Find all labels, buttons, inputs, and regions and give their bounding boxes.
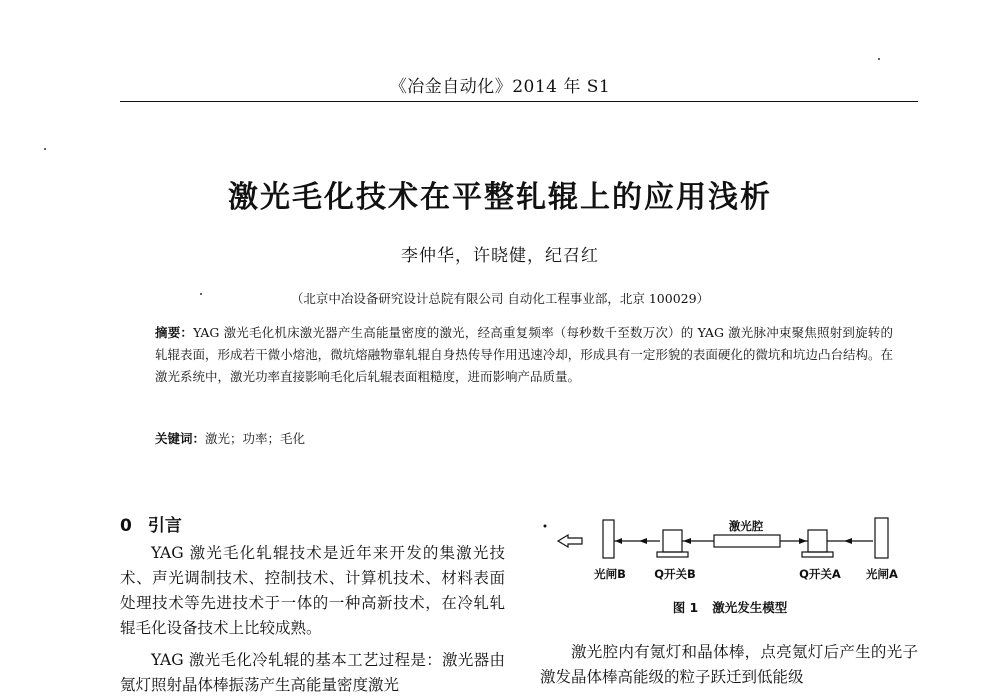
intro-paragraph-1: YAG 激光毛化轧辊技术是近年来开发的集激光技术、声光调制技术、控制技术、计算机技术、材料表面处理技术等先进技术于一体的一种高新技术，在冷轧轧辊毛化设备技术上比较成熟。 bbox=[120, 544, 505, 637]
laser-cavity-box bbox=[714, 535, 780, 547]
keywords-text: 激光；功率；毛化 bbox=[205, 431, 306, 446]
keywords-label: 关键词： bbox=[155, 431, 206, 446]
stray-dot bbox=[544, 525, 547, 528]
figure-caption bbox=[540, 598, 920, 616]
section-number: 0 bbox=[120, 516, 132, 536]
abstract bbox=[155, 322, 893, 388]
abstract-text: YAG 激光毛化机床激光器产生高能量密度的激光，经高重复频率（每秒数千至数万次）的 YAG 激光脉冲束聚焦照射到旋转的轧辊表面，形成若干微小熔池，微坑熔融物靠轧辊自身热传导作用迅速冷却，形成具有一定形貌的表面硬化的微坑和坑边凸台结构。在激光系统中，激光功率直接影响毛化后轧辊表面粗糙度，进而影响产品质量。 bbox=[155, 325, 893, 384]
arrowhead-icon bbox=[615, 538, 622, 544]
shutter-a-label: 光闸A bbox=[866, 567, 898, 581]
section-heading bbox=[120, 511, 182, 536]
shutter-b-box bbox=[603, 520, 614, 558]
q-switch-a-box bbox=[808, 530, 827, 552]
figure-caption-text: 激光发生模型 bbox=[712, 600, 788, 615]
affiliation: （北京中冶设备研究设计总院有限公司 自动化工程事业部，北京 100029） bbox=[290, 291, 710, 306]
figure-number: 图 1 bbox=[672, 600, 699, 615]
keywords bbox=[155, 429, 305, 447]
abstract-label: 摘要： bbox=[155, 325, 194, 340]
journal-header: 《冶金自动化》2014 年 S1 bbox=[389, 77, 611, 97]
q-switch-a-base bbox=[802, 552, 833, 557]
q-switch-b-box bbox=[663, 530, 682, 552]
scan-speck bbox=[200, 293, 202, 295]
arrowhead-icon bbox=[639, 538, 647, 544]
paper-title: 激光毛化技术在平整轧辊上的应用浅析 bbox=[228, 180, 772, 215]
scan-speck bbox=[878, 58, 880, 60]
cavity-label: 激光腔 bbox=[728, 519, 764, 533]
shutter-b-label: 光闸B bbox=[594, 567, 626, 581]
arrowhead-icon bbox=[683, 538, 691, 544]
q-switch-b-label: Q开关B bbox=[654, 567, 696, 581]
q-switch-b-base bbox=[657, 552, 688, 557]
q-switch-a-label: Q开关A bbox=[799, 567, 841, 581]
authors: 李仲华，许晓健，纪召红 bbox=[401, 246, 599, 266]
right-column-paragraph: 激光腔内有氪灯和晶体棒，点亮氪灯后产生的光子激发晶体棒高能级的粒子跃迁到低能级 bbox=[540, 643, 918, 686]
shutter-a-box bbox=[875, 518, 888, 558]
arrowhead-icon bbox=[844, 538, 852, 544]
section-title: 引言 bbox=[147, 516, 182, 536]
laser-generation-diagram bbox=[538, 512, 922, 594]
intro-paragraph-2: YAG 激光毛化冷轧辊的基本工艺过程是：激光器由氪灯照射晶体棒振荡产生高能量密度激光 bbox=[120, 651, 505, 694]
output-arrow-icon bbox=[558, 535, 582, 547]
scan-speck bbox=[44, 148, 46, 150]
header-rule bbox=[120, 101, 918, 102]
arrowhead-icon bbox=[799, 538, 807, 544]
